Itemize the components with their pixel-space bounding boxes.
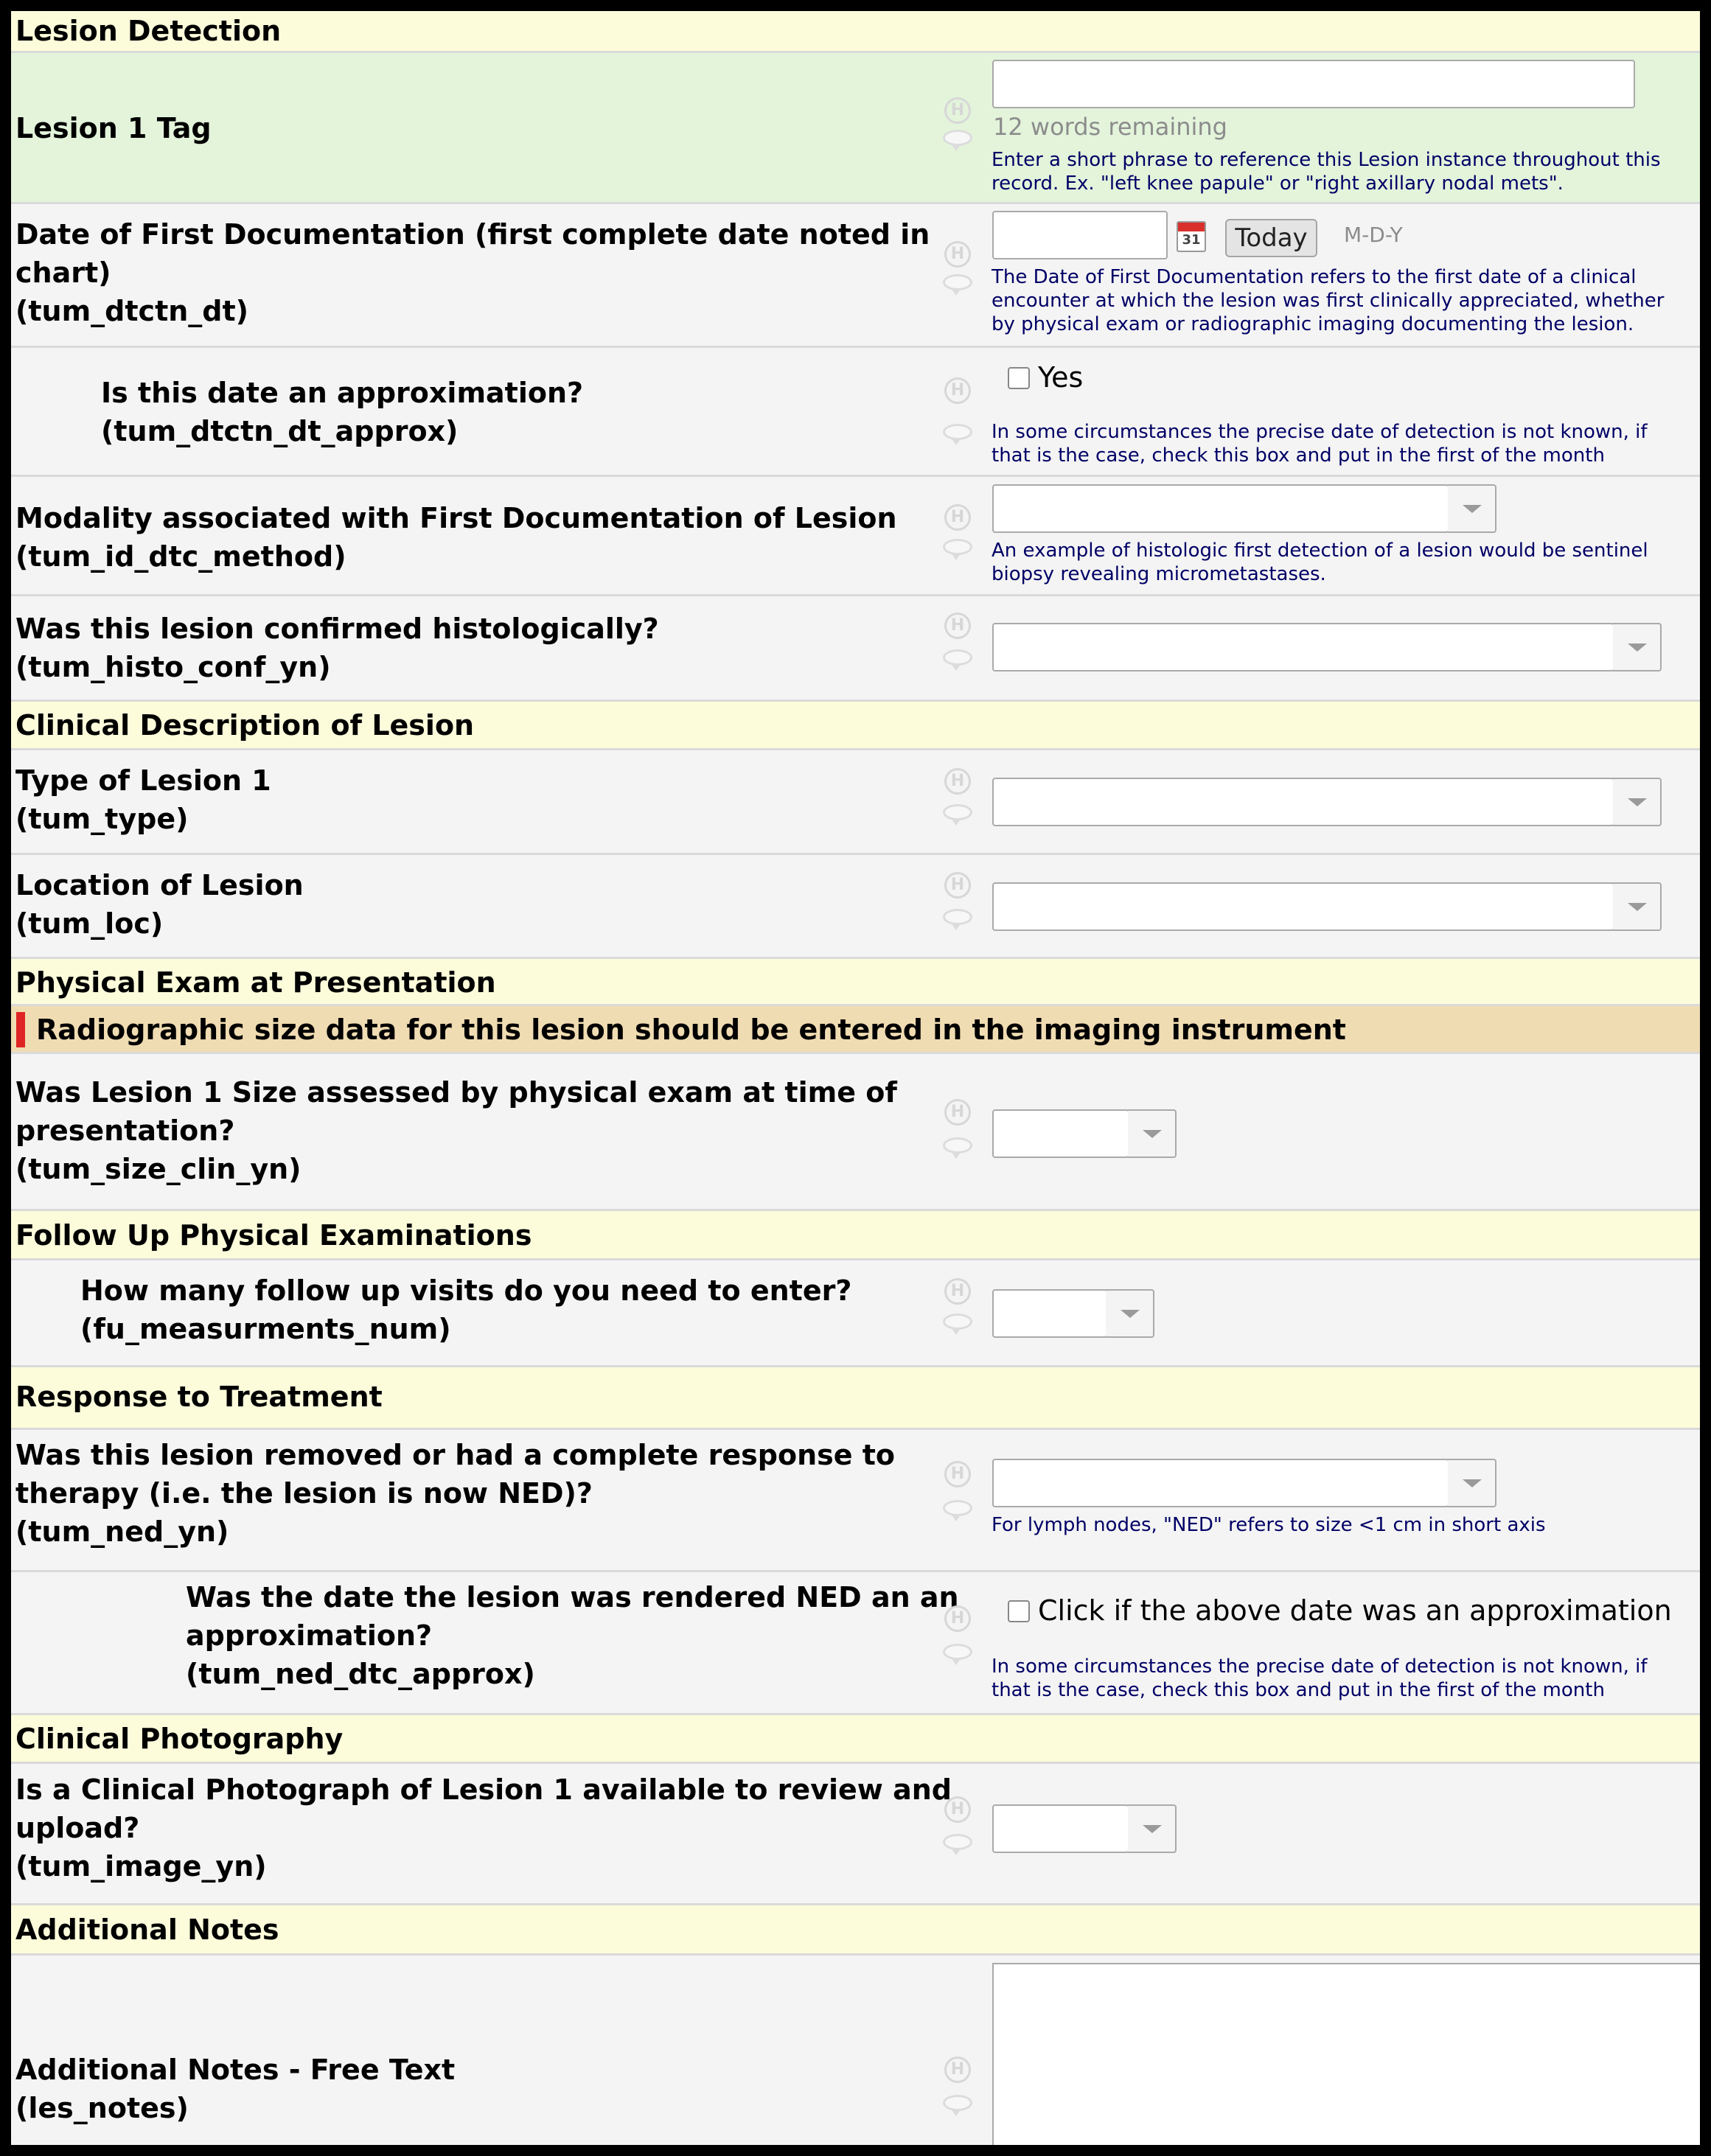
warning-marker: [16, 1012, 25, 1047]
comment-bubble-icon[interactable]: [943, 1834, 972, 1850]
select-value: [992, 882, 1614, 931]
comment-bubble-icon[interactable]: [943, 909, 972, 925]
comment-bubble-icon[interactable]: [943, 804, 972, 820]
field-help-icon[interactable]: H: [944, 768, 971, 795]
comment-bubble-icon[interactable]: [943, 130, 972, 146]
select-value: [992, 623, 1614, 671]
lesion-form: [11, 11, 1700, 2145]
field-help-icon[interactable]: H: [944, 1796, 971, 1823]
field-help-icon[interactable]: H: [944, 613, 971, 639]
today-button[interactable]: Today: [1225, 219, 1317, 257]
comment-bubble-icon[interactable]: [943, 274, 972, 290]
chevron-down-icon[interactable]: [1448, 1459, 1496, 1507]
field-label: Was this lesion removed or had a complete response to therapy (i.e. the lesion is now NED)? (tum_ned_yn): [15, 1439, 896, 1548]
checkbox-label: Yes: [1038, 361, 1084, 394]
section-header-photography: [11, 1715, 1700, 1764]
section-title: Follow Up Physical Examinations: [15, 1219, 532, 1252]
ned-approx-checkbox[interactable]: [1008, 1600, 1030, 1622]
section-header-follow-up: [11, 1211, 1700, 1260]
warning-text: Radiographic size data for this lesion should be entered in the imaging instrument: [36, 1014, 1346, 1046]
section-header-physical-exam: [11, 959, 1700, 1006]
histo-confirmed-select[interactable]: [992, 623, 1662, 671]
modality-select[interactable]: [992, 484, 1496, 533]
field-label: Additional Notes - Free Text (les_notes): [15, 2054, 456, 2124]
field-row-first-doc-date: [11, 204, 1700, 348]
section-header-clinical-description: [11, 702, 1700, 750]
section-title: Clinical Description of Lesion: [15, 709, 475, 742]
field-help-icon[interactable]: H: [944, 377, 971, 404]
field-help-icon[interactable]: H: [944, 1461, 971, 1487]
words-remaining-counter: 12 words remaining: [993, 113, 1227, 141]
field-help-icon[interactable]: H: [944, 1099, 971, 1126]
field-help-icon[interactable]: H: [944, 97, 971, 124]
field-label: How many follow up visits do you need to enter? (fu_measurments_num): [80, 1274, 852, 1345]
section-title: Additional Notes: [15, 1913, 279, 1946]
section-title: Response to Treatment: [15, 1381, 383, 1413]
field-label: Was Lesion 1 Size assessed by physical exam at time of presentation? (tum_size_clin_yn): [15, 1076, 897, 1185]
comment-bubble-icon[interactable]: [943, 1137, 972, 1154]
select-value: [992, 1459, 1449, 1507]
field-row-image-avail: [11, 1764, 1700, 1905]
field-row-ned-approx: [11, 1572, 1700, 1715]
section-header-response: [11, 1367, 1700, 1430]
section-title: Clinical Photography: [15, 1723, 344, 1755]
section-title: Lesion Detection: [15, 15, 282, 47]
field-label: Was the date the lesion was rendered NED an an approximation? (tum_ned_dtc_approx): [186, 1581, 959, 1690]
chevron-down-icon[interactable]: [1128, 1804, 1177, 1853]
field-help-icon[interactable]: H: [944, 241, 971, 268]
field-label: Type of Lesion 1 (tum_type): [15, 764, 271, 835]
field-row-size-clin: [11, 1054, 1700, 1211]
select-value: [992, 484, 1449, 533]
select-value: [992, 1804, 1129, 1853]
comment-bubble-icon[interactable]: [943, 2095, 972, 2111]
field-label: Is this date an approximation? (tum_dtctn_dt_approx): [101, 377, 584, 447]
field-note: The Date of First Documentation refers to the first date of a clinical encounter at which the lesion was first clinically appreciated, whether by physical exam or radiographic imaging documenting the lesion.: [992, 266, 1665, 335]
chevron-down-icon[interactable]: [1448, 484, 1496, 533]
select-value: [992, 778, 1614, 826]
field-help-icon[interactable]: H: [944, 504, 971, 531]
field-note: In some circumstances the precise date of detection is not known, if that is the case, check this box and put in the first of the month: [992, 1656, 1648, 1701]
first-doc-date-input[interactable]: [992, 211, 1168, 259]
comment-bubble-icon[interactable]: [943, 1500, 972, 1516]
section-title: Physical Exam at Presentation: [15, 966, 496, 999]
comment-bubble-icon[interactable]: [943, 539, 972, 555]
comment-bubble-icon[interactable]: [943, 424, 972, 440]
field-help-icon[interactable]: H: [944, 1605, 971, 1632]
select-value: [992, 1289, 1107, 1338]
comment-bubble-icon[interactable]: [943, 649, 972, 666]
field-row-fu-num: [11, 1260, 1700, 1367]
chevron-down-icon[interactable]: [1613, 623, 1662, 671]
chevron-down-icon[interactable]: [1128, 1109, 1177, 1158]
lesion-type-select[interactable]: [992, 778, 1662, 826]
fu-num-select[interactable]: [992, 1289, 1118, 1338]
field-note: For lymph nodes, "NED" refers to size <1 cm in short axis: [992, 1514, 1546, 1536]
field-row-notes: [11, 1956, 1700, 2145]
field-label: Was this lesion confirmed histologically? (tum_histo_conf_yn): [15, 613, 659, 683]
field-row-modality: [11, 477, 1700, 596]
field-label: Lesion 1 Tag: [15, 112, 212, 144]
select-value: [992, 1109, 1129, 1158]
comment-bubble-icon[interactable]: [943, 1314, 972, 1330]
chevron-down-icon[interactable]: [1613, 882, 1662, 931]
field-label: Modality associated with First Documentation of Lesion (tum_id_dtc_method): [15, 502, 897, 573]
date-approx-checkbox[interactable]: [1008, 367, 1030, 389]
field-label: Location of Lesion (tum_loc): [15, 869, 304, 940]
image-avail-select[interactable]: [992, 1804, 1177, 1853]
section-header-lesion-detection: [11, 11, 1700, 53]
date-format-hint: M-D-Y: [1344, 223, 1403, 247]
lesion-location-select[interactable]: [992, 882, 1662, 931]
comment-bubble-icon[interactable]: [943, 1644, 972, 1660]
field-row-ned: [11, 1430, 1700, 1572]
checkbox-label: Click if the above date was an approximation: [1038, 1594, 1672, 1627]
field-row-lesion-type: [11, 750, 1700, 855]
radiographic-warning-banner: [11, 1006, 1700, 1054]
field-row-date-approx: [11, 348, 1700, 477]
field-label: Date of First Documentation (first complete date noted in chart) (tum_dtctn_dt): [15, 218, 930, 327]
ned-select[interactable]: [992, 1459, 1496, 1507]
size-clin-select[interactable]: [992, 1109, 1177, 1158]
calendar-icon[interactable]: 31: [1177, 221, 1206, 252]
chevron-down-icon[interactable]: [1106, 1289, 1154, 1338]
lesion-tag-input[interactable]: [992, 60, 1635, 108]
field-row-histo-confirmed: [11, 596, 1700, 702]
field-note: Enter a short phrase to reference this Lesion instance throughout this record. Ex. "left knee papule" or "right axillary nodal mets".: [992, 149, 1661, 195]
field-note: In some circumstances the precise date of detection is not known, if that is the case, check this box and put in the first of the month: [992, 421, 1648, 467]
chevron-down-icon[interactable]: [1613, 778, 1662, 826]
field-help-icon[interactable]: H: [944, 2056, 971, 2083]
field-row-lesion-location: [11, 855, 1700, 959]
notes-textarea[interactable]: [992, 1963, 1700, 2145]
field-label: Is a Clinical Photograph of Lesion 1 available to review and upload? (tum_image_yn): [15, 1773, 952, 1883]
field-help-icon[interactable]: H: [944, 872, 971, 899]
field-row-lesion-tag: [11, 53, 1700, 204]
field-note: An example of histologic first detection of a lesion would be sentinel biopsy revealing micrometastases.: [992, 540, 1648, 585]
section-header-additional-notes: [11, 1905, 1700, 1956]
field-help-icon[interactable]: H: [944, 1278, 971, 1305]
